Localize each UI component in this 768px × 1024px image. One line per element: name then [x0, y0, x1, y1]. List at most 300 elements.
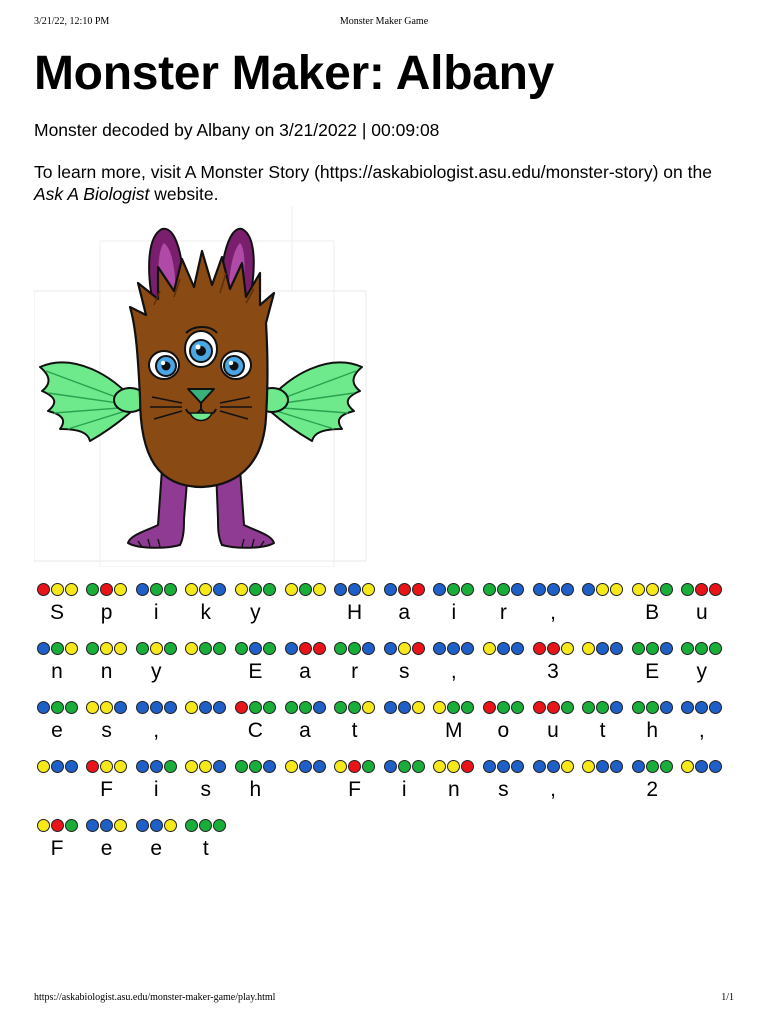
code-dot — [150, 701, 163, 714]
code-dot — [681, 642, 694, 655]
code-row — [34, 583, 734, 642]
code-cell — [34, 701, 80, 759]
code-dot — [150, 760, 163, 773]
code-cell — [34, 642, 80, 700]
code-dot — [461, 701, 474, 714]
code-dot — [646, 760, 659, 773]
code-dot — [65, 701, 78, 714]
color-code — [332, 701, 378, 717]
decoded-letter: , — [153, 719, 160, 742]
color-code — [431, 760, 477, 776]
code-dot — [199, 701, 212, 714]
code-cell — [84, 760, 130, 818]
color-code — [530, 760, 576, 776]
monster-illustration — [34, 207, 368, 567]
code-cell — [580, 760, 626, 818]
code-dot — [100, 583, 113, 596]
code-dot — [249, 642, 262, 655]
code-dot — [37, 701, 50, 714]
color-code — [282, 583, 328, 599]
code-dot — [695, 642, 708, 655]
code-dot — [610, 583, 623, 596]
code-cell — [332, 701, 378, 759]
code-dot — [561, 760, 574, 773]
code-row — [34, 819, 734, 878]
code-cell — [480, 583, 526, 641]
code-dot — [164, 642, 177, 655]
decoded-letter: a — [299, 660, 311, 683]
code-cell — [480, 642, 526, 700]
decoded-letter: e — [51, 719, 63, 742]
code-cell — [679, 701, 725, 759]
code-dot — [632, 701, 645, 714]
code-dot — [263, 701, 276, 714]
code-cell — [480, 701, 526, 759]
code-cell — [629, 642, 675, 700]
code-dot — [533, 701, 546, 714]
code-dot — [199, 583, 212, 596]
color-code — [232, 583, 278, 599]
code-dot — [447, 760, 460, 773]
color-code — [34, 819, 80, 835]
color-code — [84, 760, 130, 776]
code-cell — [381, 760, 427, 818]
decoded-letter: a — [398, 601, 411, 624]
color-code — [629, 760, 675, 776]
decoded-letter: t — [351, 719, 358, 742]
color-code — [84, 819, 130, 835]
code-dot — [65, 760, 78, 773]
code-dot — [384, 583, 397, 596]
code-dot — [348, 642, 361, 655]
code-cell — [84, 701, 130, 759]
decoded-letter: p — [100, 601, 113, 624]
code-dot — [582, 642, 595, 655]
code-dot — [646, 583, 659, 596]
code-dot — [483, 701, 496, 714]
code-dot — [610, 701, 623, 714]
code-cell — [431, 760, 477, 818]
code-cell — [84, 819, 130, 877]
color-code — [381, 701, 427, 717]
decoded-letter: t — [599, 719, 606, 742]
decoded-letter: S — [49, 601, 64, 624]
code-dot — [185, 819, 198, 832]
code-dot — [199, 819, 212, 832]
code-row — [34, 760, 734, 819]
code-dot — [199, 760, 212, 773]
color-code — [480, 583, 526, 599]
code-cell — [629, 583, 675, 641]
decoded-letter: u — [695, 601, 708, 624]
code-cell — [133, 760, 179, 818]
site-name: Ask A Biologist — [34, 184, 150, 204]
code-dot — [235, 583, 248, 596]
code-dot — [561, 642, 574, 655]
decoded-letter: s — [398, 660, 410, 683]
color-code — [480, 701, 526, 717]
code-dot — [362, 760, 375, 773]
code-dot — [412, 760, 425, 773]
code-cell — [282, 760, 328, 818]
code-cell — [84, 583, 130, 641]
code-cell — [332, 760, 378, 818]
color-code — [332, 642, 378, 658]
code-cell — [34, 760, 80, 818]
code-dot — [632, 760, 645, 773]
decoded-letter: y — [250, 601, 261, 624]
code-dot — [249, 760, 262, 773]
code-dot — [398, 642, 411, 655]
decoded-letter: s — [101, 719, 112, 742]
code-dot — [384, 642, 397, 655]
decoded-letter: i — [401, 778, 407, 801]
code-dot — [285, 701, 298, 714]
color-code — [679, 642, 725, 658]
code-cell — [282, 642, 328, 700]
decoded-letter: y — [150, 660, 162, 683]
code-dot — [164, 819, 177, 832]
code-dot — [632, 642, 645, 655]
code-dot — [235, 760, 248, 773]
code-cell — [183, 642, 229, 700]
print-footer — [34, 992, 734, 1006]
code-cell — [34, 819, 80, 877]
code-dot — [447, 642, 460, 655]
code-dot — [37, 642, 50, 655]
decoded-letter: i — [153, 778, 159, 801]
code-dot — [660, 583, 673, 596]
code-dot — [86, 642, 99, 655]
code-dot — [660, 760, 673, 773]
code-dot — [164, 583, 177, 596]
code-dot — [412, 583, 425, 596]
color-code — [530, 701, 576, 717]
code-dot — [65, 642, 78, 655]
code-dot — [114, 819, 127, 832]
page-title: Monster Maker: Albany — [34, 47, 555, 100]
code-dot — [51, 701, 64, 714]
code-dot — [483, 760, 496, 773]
code-dot — [596, 583, 609, 596]
code-dot — [447, 583, 460, 596]
code-dot — [596, 642, 609, 655]
code-dot — [610, 642, 623, 655]
color-code — [629, 583, 675, 599]
code-dot — [412, 701, 425, 714]
color-code — [133, 642, 179, 658]
code-row — [34, 701, 734, 760]
code-dot — [299, 642, 312, 655]
color-code — [480, 760, 526, 776]
code-dot — [114, 642, 127, 655]
code-cell — [183, 583, 229, 641]
code-dot — [511, 701, 524, 714]
code-dot — [533, 760, 546, 773]
code-dot — [709, 583, 722, 596]
code-dot — [136, 760, 149, 773]
color-code — [183, 701, 229, 717]
color-code — [282, 701, 328, 717]
code-dot — [185, 583, 198, 596]
code-dot — [334, 642, 347, 655]
code-dot — [511, 583, 524, 596]
color-code — [530, 642, 576, 658]
code-dot — [483, 583, 496, 596]
decoded-letter: E — [248, 660, 263, 683]
code-dot — [299, 583, 312, 596]
code-cell — [381, 701, 427, 759]
code-dot — [213, 701, 226, 714]
code-dot — [695, 583, 708, 596]
decoded-message — [34, 583, 734, 878]
color-code — [34, 583, 80, 599]
code-cell — [282, 701, 328, 759]
decoded-letter: e — [150, 837, 163, 860]
decoded-letter: t — [202, 837, 209, 860]
code-dot — [433, 642, 446, 655]
code-dot — [136, 701, 149, 714]
code-dot — [51, 819, 64, 832]
code-dot — [213, 583, 226, 596]
code-dot — [334, 583, 347, 596]
code-dot — [37, 583, 50, 596]
color-code — [580, 701, 626, 717]
code-dot — [511, 760, 524, 773]
code-dot — [299, 760, 312, 773]
code-cell — [381, 583, 427, 641]
code-cell — [679, 760, 725, 818]
code-dot — [362, 701, 375, 714]
code-dot — [362, 642, 375, 655]
code-dot — [646, 701, 659, 714]
code-dot — [433, 701, 446, 714]
code-dot — [185, 760, 198, 773]
code-dot — [164, 701, 177, 714]
code-dot — [547, 701, 560, 714]
code-dot — [263, 642, 276, 655]
decoded-letter: , — [550, 601, 556, 624]
decoded-letter: a — [299, 719, 311, 742]
code-cell — [629, 760, 675, 818]
code-cell — [183, 701, 229, 759]
learn-more-prefix: To learn more, visit A Monster Story (https://askabiologist.asu.edu/monster-story) on the — [34, 162, 712, 182]
code-dot — [660, 701, 673, 714]
code-dot — [461, 642, 474, 655]
code-dot — [681, 760, 694, 773]
color-code — [381, 583, 427, 599]
code-dot — [150, 642, 163, 655]
code-cell — [580, 701, 626, 759]
code-dot — [596, 760, 609, 773]
code-dot — [695, 701, 708, 714]
code-dot — [334, 701, 347, 714]
code-cell — [629, 701, 675, 759]
color-code — [381, 760, 427, 776]
code-cell — [580, 642, 626, 700]
color-code — [580, 760, 626, 776]
code-cell — [84, 642, 130, 700]
decoded-letter: s — [200, 778, 212, 801]
color-code — [183, 642, 229, 658]
color-code — [679, 760, 725, 776]
code-cell — [431, 583, 477, 641]
code-dot — [582, 583, 595, 596]
decoded-letter: r — [499, 601, 507, 624]
code-dot — [561, 583, 574, 596]
color-code — [183, 819, 229, 835]
code-cell — [332, 642, 378, 700]
print-page-title: Monster Maker Game — [339, 16, 429, 27]
code-dot — [610, 760, 623, 773]
code-dot — [582, 760, 595, 773]
code-dot — [582, 701, 595, 714]
code-dot — [313, 701, 326, 714]
code-dot — [447, 701, 460, 714]
print-header — [34, 16, 734, 30]
code-dot — [313, 760, 326, 773]
code-dot — [100, 760, 113, 773]
monster-icon — [34, 207, 368, 567]
code-row — [34, 642, 734, 701]
color-code — [332, 760, 378, 776]
code-dot — [100, 642, 113, 655]
code-dot — [86, 701, 99, 714]
decoded-letter: r — [351, 660, 359, 683]
decoded-letter: F — [100, 778, 113, 801]
code-dot — [235, 642, 248, 655]
code-cell — [530, 760, 576, 818]
code-dot — [86, 583, 99, 596]
code-cell — [133, 583, 179, 641]
learn-more-text — [34, 161, 734, 205]
code-dot — [398, 760, 411, 773]
decoded-letter: n — [51, 660, 63, 683]
code-cell — [232, 760, 278, 818]
color-code — [480, 642, 526, 658]
print-page-count: 1/1 — [721, 992, 734, 1003]
code-dot — [483, 642, 496, 655]
decoded-letter: , — [450, 660, 457, 683]
code-dot — [709, 760, 722, 773]
code-dot — [561, 701, 574, 714]
code-dot — [51, 642, 64, 655]
color-code — [332, 583, 378, 599]
color-code — [84, 701, 130, 717]
decoded-letter: F — [50, 837, 64, 860]
color-code — [431, 583, 477, 599]
code-dot — [65, 583, 78, 596]
code-dot — [150, 819, 163, 832]
code-cell — [34, 583, 80, 641]
color-code — [282, 642, 328, 658]
color-code — [580, 583, 626, 599]
code-dot — [632, 583, 645, 596]
code-cell — [133, 642, 179, 700]
code-cell — [679, 583, 725, 641]
code-dot — [100, 701, 113, 714]
code-dot — [681, 583, 694, 596]
decoded-letter: n — [447, 778, 460, 801]
code-dot — [412, 642, 425, 655]
code-cell — [530, 642, 576, 700]
code-cell — [183, 819, 229, 877]
code-dot — [37, 760, 50, 773]
code-cell — [232, 642, 278, 700]
code-dot — [398, 701, 411, 714]
code-dot — [86, 819, 99, 832]
code-dot — [285, 760, 298, 773]
code-dot — [185, 642, 198, 655]
decoded-letter: 3 — [547, 660, 559, 683]
code-cell — [183, 760, 229, 818]
code-dot — [235, 701, 248, 714]
code-dot — [547, 583, 560, 596]
code-dot — [213, 642, 226, 655]
code-dot — [511, 642, 524, 655]
decoded-letter: H — [347, 601, 363, 624]
color-code — [133, 760, 179, 776]
decoded-letter: C — [247, 719, 263, 742]
decoded-letter: k — [200, 601, 212, 624]
code-dot — [596, 701, 609, 714]
code-dot — [709, 701, 722, 714]
code-dot — [646, 642, 659, 655]
code-dot — [348, 760, 361, 773]
color-code — [34, 701, 80, 717]
color-code — [232, 760, 278, 776]
code-dot — [461, 583, 474, 596]
code-cell — [381, 642, 427, 700]
code-dot — [100, 819, 113, 832]
code-dot — [285, 642, 298, 655]
code-dot — [547, 642, 560, 655]
color-code — [183, 583, 229, 599]
code-dot — [249, 701, 262, 714]
decoded-letter: F — [348, 778, 361, 801]
code-dot — [263, 760, 276, 773]
decoded-letter: i — [451, 601, 457, 624]
code-dot — [136, 642, 149, 655]
code-dot — [384, 701, 397, 714]
color-code — [133, 701, 179, 717]
code-dot — [86, 760, 99, 773]
code-dot — [136, 819, 149, 832]
code-dot — [547, 760, 560, 773]
code-dot — [114, 583, 127, 596]
decoded-letter: , — [698, 719, 705, 742]
code-dot — [497, 583, 510, 596]
decoded-letter: n — [100, 660, 113, 683]
decoded-letter: h — [249, 778, 262, 801]
decoded-letter: E — [645, 660, 660, 683]
code-dot — [362, 583, 375, 596]
color-code — [34, 760, 80, 776]
code-dot — [114, 701, 127, 714]
color-code — [232, 642, 278, 658]
code-dot — [660, 642, 673, 655]
code-dot — [299, 701, 312, 714]
code-dot — [185, 701, 198, 714]
color-code — [580, 642, 626, 658]
code-dot — [213, 760, 226, 773]
code-dot — [709, 642, 722, 655]
code-cell — [431, 642, 477, 700]
code-dot — [213, 819, 226, 832]
code-cell — [530, 583, 576, 641]
code-cell — [282, 583, 328, 641]
print-datetime: 3/21/22, 12:10 PM — [34, 16, 110, 27]
